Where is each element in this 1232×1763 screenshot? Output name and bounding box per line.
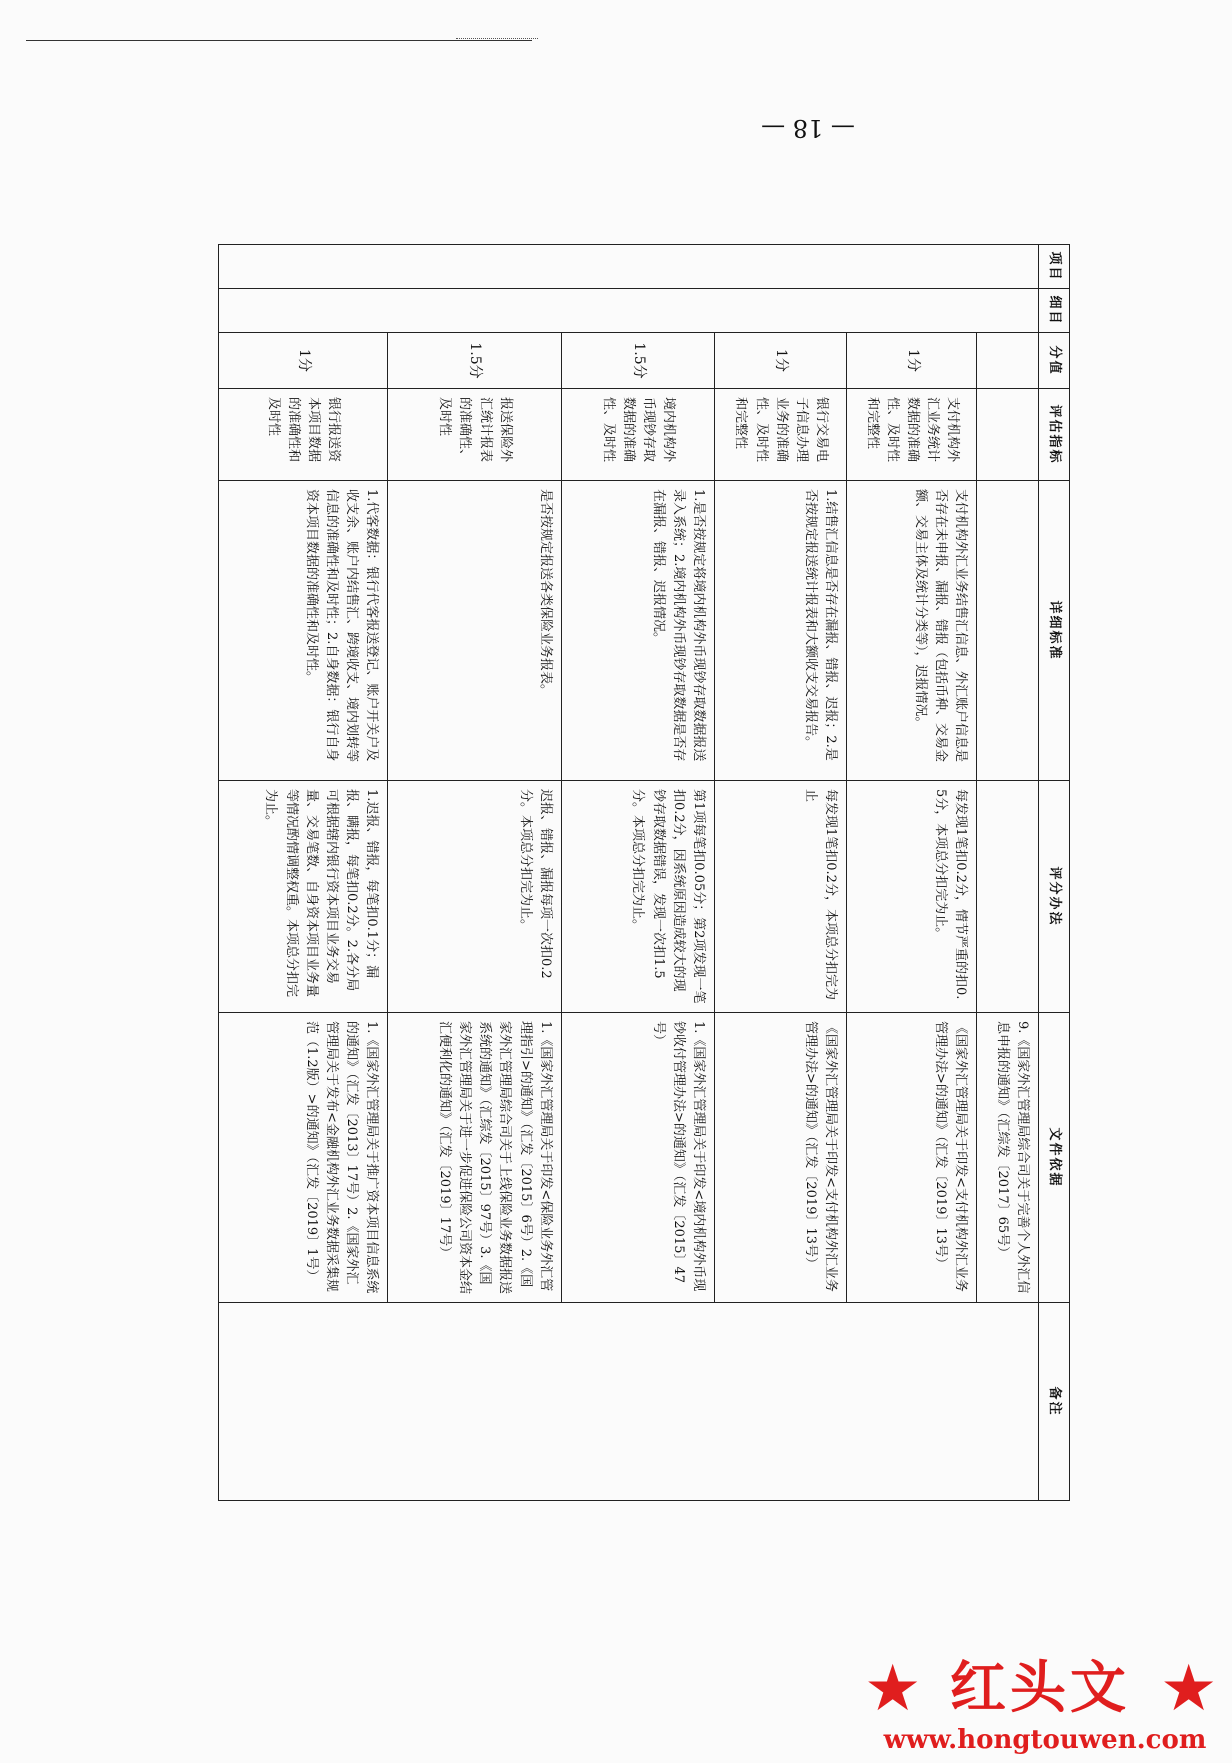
cell-criteria: 1.是否按规定将境内机构外币现钞存取数据报送录入系统；2.境内机构外币现钞存取数据是否存在漏报、错报、迟报情况。 [561,481,714,781]
cell-basis: 《国家外汇管理局关于印发<支付机构外汇业务管理办法>的通知》（汇发〔2019〕13号） [714,1013,847,1303]
cell-basis: 1.《国家外汇管理局关于推广资本项目信息系统的通知》（汇发〔2013〕17号）2.《国家外汇管理局关于发布<金融机构外汇业务数据采集规范（1.2版）>的通知》（汇发〔2019〕1号） [219,1013,388,1303]
cell-score: 1.5分 [388,333,562,389]
cell-score [977,333,1039,389]
cell-indicator: 支付机构外汇业务统计数据的准确性、及时性和完整性 [847,389,977,481]
cell-criteria: 支付机构外汇业务结售汇信息、外汇账户信息是否存在未申报、漏报、错报（包括币种、交易金额、交易主体及统计分类等），迟报情况。 [847,481,977,781]
evaluation-table [218,244,1070,1501]
cell-subitem [219,289,1039,333]
cell-criteria: 1.结售汇信息是否存在漏报、错报、迟报；2.是否按规定报送统计报表和大额收支交易报告。 [714,481,847,781]
cell-criteria: 是否按规定报送各类保险业务报表。 [388,481,562,781]
table-row [977,245,1039,1501]
cell-remark [219,1303,1039,1501]
star-icon: ★ [864,1652,922,1726]
header-indicator: 评估指标 [1039,389,1070,481]
cell-basis: 1.《国家外汇管理局关于印发<保险业务外汇管理指引>的通知》（汇发〔2015〕6号）2.《国家外汇管理局综合司关于上线保险业务数据报送系统的通知》（汇综发〔2015〕97号）3.《国家外汇管理局关于进一步促进保险公司资本金结汇便利化的通知》（汇发〔2019〕17号） [388,1013,562,1303]
cell-score: 1分 [219,333,388,389]
cell-score: 1分 [847,333,977,389]
cell-indicator: 银行交易电子信息办理业务的准确性、及时性和完整性 [714,389,847,481]
watermark-url: www.hongtouwen.com [883,1725,1207,1755]
watermark-title: 红头文 [950,1656,1130,1721]
header-subitem: 细目 [1039,289,1070,333]
cell-indicator: 银行报送资本项目数据的准确性和及时性 [219,389,388,481]
star-icon: ★ [1160,1652,1218,1726]
cell-criteria: 1.代客数据：银行代客报送登记、账户开关户及收支余、账户内结售汇、跨境收支、境内划转等信息的准确性和及时性；2.自身数据：银行自身资本项目数据的准确性和及时性。 [219,481,388,781]
cell-method: 每发现1笔扣0.2分，本项总分扣完为止 [714,781,847,1013]
cell-method: 每发现1笔扣0.2分，情节严重的扣0.5分，本项总分扣完为止。 [847,781,977,1013]
header-criteria: 详细标准 [1039,481,1070,781]
cell-item [219,245,1039,289]
cell-score: 1分 [714,333,847,389]
cell-method: 第1项每笔扣0.05分；第2项发现一笔扣0.2分，因系统原因造成较大的现钞存取数据错误，发现一次扣1.5分。本项总分扣完为止。 [561,781,714,1013]
top-rule [26,40,532,41]
cell-basis: 1.《国家外汇管理局关于印发<境内机构外币现钞收付管理办法>的通知》（汇发〔2015〕47号） [561,1013,714,1303]
cell-indicator [977,389,1039,481]
header-basis: 文件依据 [1039,1013,1070,1303]
table-rotated-wrapper [218,244,1070,1500]
cell-method [977,781,1039,1013]
cell-indicator: 境内机构外币现钞存取数据的准确性、及时性 [561,389,714,481]
header-item: 项目 [1039,245,1070,289]
watermark [858,1653,1232,1763]
page-number: — 18 — [761,114,855,142]
cell-method: 1.迟报、错报，每笔扣0.1分；漏报、瞒报，每笔扣0.2分。2.各分局可根据辖内银行资本项目业务交易量、交易笔数、自身资本项目业务量等情况酌情调整权重。本项总分扣完为止。 [219,781,388,1013]
header-score: 分值 [1039,333,1070,389]
cell-criteria [977,481,1039,781]
cell-basis: 9.《国家外汇管理局综合司关于完善个人外汇信息申报的通知》（汇综发〔2017〕65号） [977,1013,1039,1303]
cell-indicator: 报送保险外汇统计报表的准确性、及时性 [388,389,562,481]
table-header-row [1039,245,1070,1501]
header-remark: 备注 [1039,1303,1070,1501]
cell-score: 1.5分 [561,333,714,389]
top-rule-dots [456,38,538,39]
cell-basis: 《国家外汇管理局关于印发<支付机构外汇业务管理办法>的通知》（汇发〔2019〕13号） [847,1013,977,1303]
cell-method: 迟报、错报、漏报每项一次扣0.2分。本项总分扣完为止。 [388,781,562,1013]
header-method: 评分办法 [1039,781,1070,1013]
